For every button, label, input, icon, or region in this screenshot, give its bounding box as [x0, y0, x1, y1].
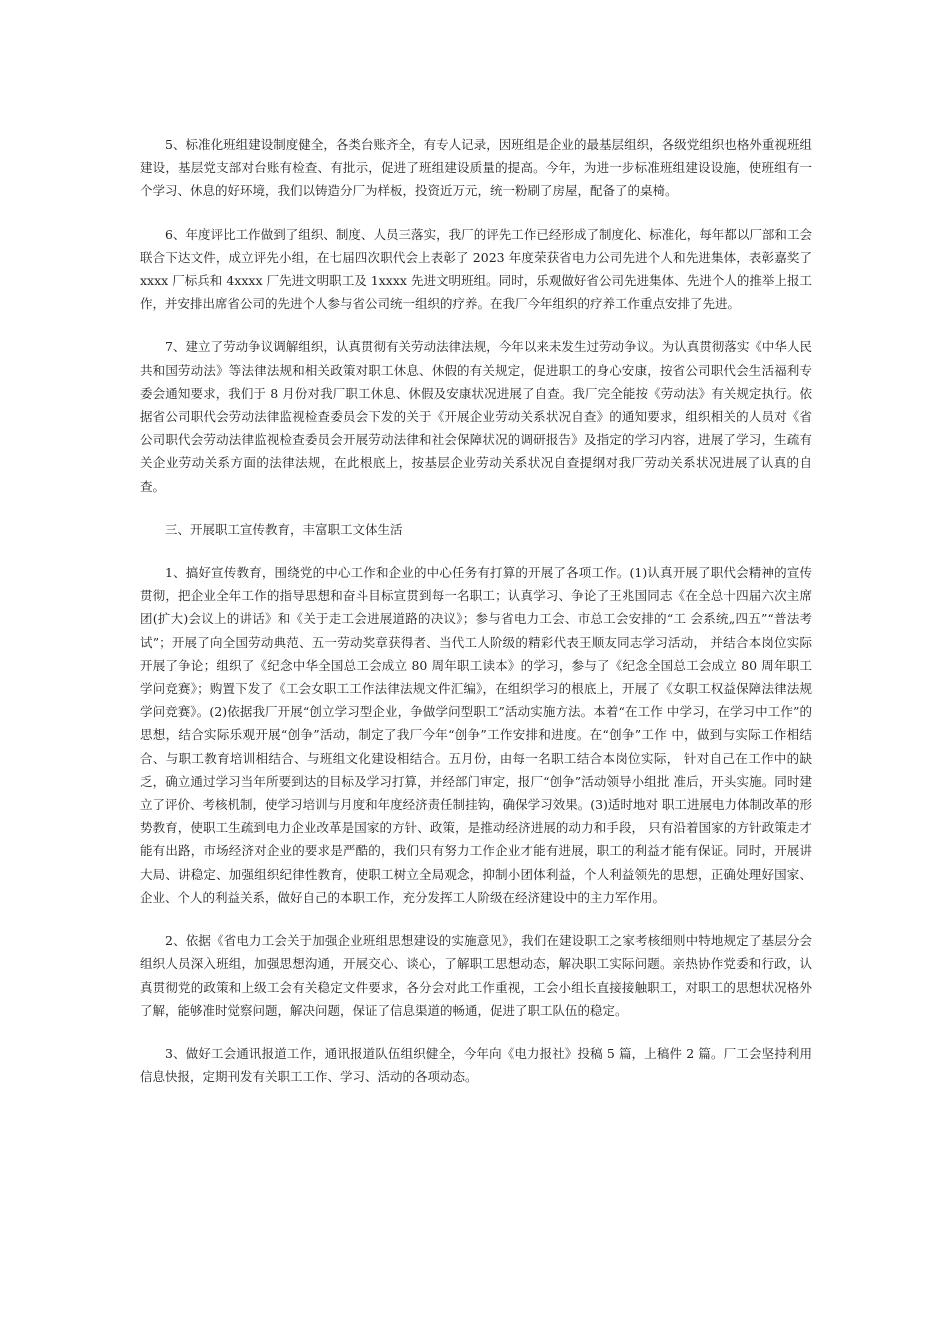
paragraph-item-6: 6、年度评比工作做到了组织、制度、人员三落实，我厂的评先工作已经形成了制度化、标准化，每年都以厂部和工会联合下达文件，成立评先小组，在七届四次职代会上表彰了 2023 年度荣获省电力公司先进个人和先进集体，表彰嘉奖了 xxxx 厂标兵和 4xxxx 厂先进文明职工及 1xxxx 先进文明班组。同时，乐观做好省公司先进集体、先进个人的推举上报工作，并安排出席省公司的先进个人参与省公司统一组织的疗养。在我厂今年组织的疗养工作重点安排了先进。 — [140, 226, 812, 312]
section-paragraph-3: 3、做好工会通讯报道工作，通讯报道队伍组织健全，今年向《电力报社》投稿 5 篇，上稿件 2 篇。厂工会坚持利用信息快报，定期刊发有关职工工作、学习、活动的各项动态。 — [140, 1045, 812, 1085]
paragraph-item-7: 7、建立了劳动争议调解组织，认真贯彻有关劳动法律法规，今年以来未发生过劳动争议。为认真贯彻落实《中华人民共和国劳动法》等法律法规和相关政策对职工休息、休假的有关规定，促进职工的身心安康，按省公司职代会生活福利专委会通知要求，我们于 8 月份对我厂职工休息、休假及安康状况进展了自查。我厂完全能按《劳动法》有关规定执行。依据省公司职代会劳动法律监视检查委员会下发的关于《开展企业劳动关系状况自查》的通知要求，组织相关的人员对《省公司职代会劳动法律监视检查委员会开展劳动法律和社会保障状况的调研报告》及指定的学习内容，进展了学习，生疏有关企业劳动关系方面的法律法规，在此根底上，按基层企业劳动关系状况自查提纲对我厂劳动关系状况进展了认真的自查。 — [140, 339, 812, 494]
section-paragraph-2: 2、依据《省电力工会关于加强企业班组思想建设的实施意见》，我们在建设职工之家考核细则中特地规定了基层分会组织人员深入班组，加强思想沟通，开展交心、谈心，了解职工思想动态，解决职工实际问题。亲热协作党委和行政，认真贯彻党的政策和上级工会有关稳定文件要求，各分会对此工作重视，工会小组长直接接触职工，对职工的思想状况格外了解，能够准时觉察问题，解决问题，保证了信息渠道的畅通，促进了职工队伍的稳定。 — [140, 933, 812, 1018]
paragraph-item-5: 5、标准化班组建设制度健全，各类台账齐全，有专人记录，因班组是企业的最基层组织，各级党组织也格外重视班组建设，基层党支部对台账有检查、有批示，促进了班组建设质量的提高。今年，为进一步标准班组建设设施，使班组有一个学习、休息的好环境，我们以铸造分厂为样板，投资近万元，统一粉刷了房屋，配备了的桌椅。 — [140, 137, 812, 199]
section-paragraph-1: 1、搞好宣传教育，围绕党的中心工作和企业的中心任务有打算的开展了各项工作。(1)认真开展了职代会精神的宣传贯彻，把企业全年工作的指导思想和奋斗目标宣贯到每一名职工；认真学习、争论了王兆国同志《在全总十四届六次主席团(扩大)会议上的讲话》和《关于走工会进展道路的决议》；参与省电力工会、市总工会安排的“工 会系统„四五”“普法考试”；开展了向全国劳动典范、五一劳动奖章获得者、当代工人阶级的精彩代表王顺友同志学习活动， 并结合本岗位实际开展了争论；组织了《纪念中华全国总工会成立 80 周年职工读本》的学习，参与了《纪念全国总工会成立 80 周年职工学问竞赛》；购置下发了《工会女职工工作法律法规文件汇编》，在组织学习的根底上，开展了《女职工权益保障法律法规学问竞赛》。(2)依据我厂开展“创立学习型企业，争做学问型职工”活动实施方法。本着“在工作 中学习，在学习中工作”的思想，结合实际乐观开展“创争”活动，制定了我厂今年“创争”工作安排和进度。在“创争”工作 中，做到与实际工作相结合、与职工教育培训相结合、与班组文化建设相结合。五月份，由每一名职工结合本岗位实际， 针对自己在工作中的缺乏，确立通过学习当年所要到达的目标及学习打算，并经部门审定，报厂“创争”活动领导小组批 准后，开头实施。同时建立了评价、考核机制，使学习培训与月度和年度经济责任制挂钩，确保学习效果。(3)适时地对 职工进展电力体制改革的形势教育，使职工生疏到电力企业改革是国家的方针、政策，是推动经济进展的动力和手段， 只有沿着国家的方针政策走才能有出路，市场经济对企业的要求是严酷的，我们只有努力工作企业才能有进展，职工的利益才能有保证。同时，开展讲大局、讲稳定、加强组织纪律性教育，使职工树立全局观念，抑制小团体利益，个人利益领先的思想，正确处理好国家、企业、个人的利益关系，做好自己的本职工作，充分发挥工人阶级在经济建设中的主力军作用。 — [140, 565, 812, 905]
document-page — [140, 133, 812, 1108]
section-heading: 三、开展职工宣传教育，丰富职工文体生活 — [165, 521, 403, 537]
